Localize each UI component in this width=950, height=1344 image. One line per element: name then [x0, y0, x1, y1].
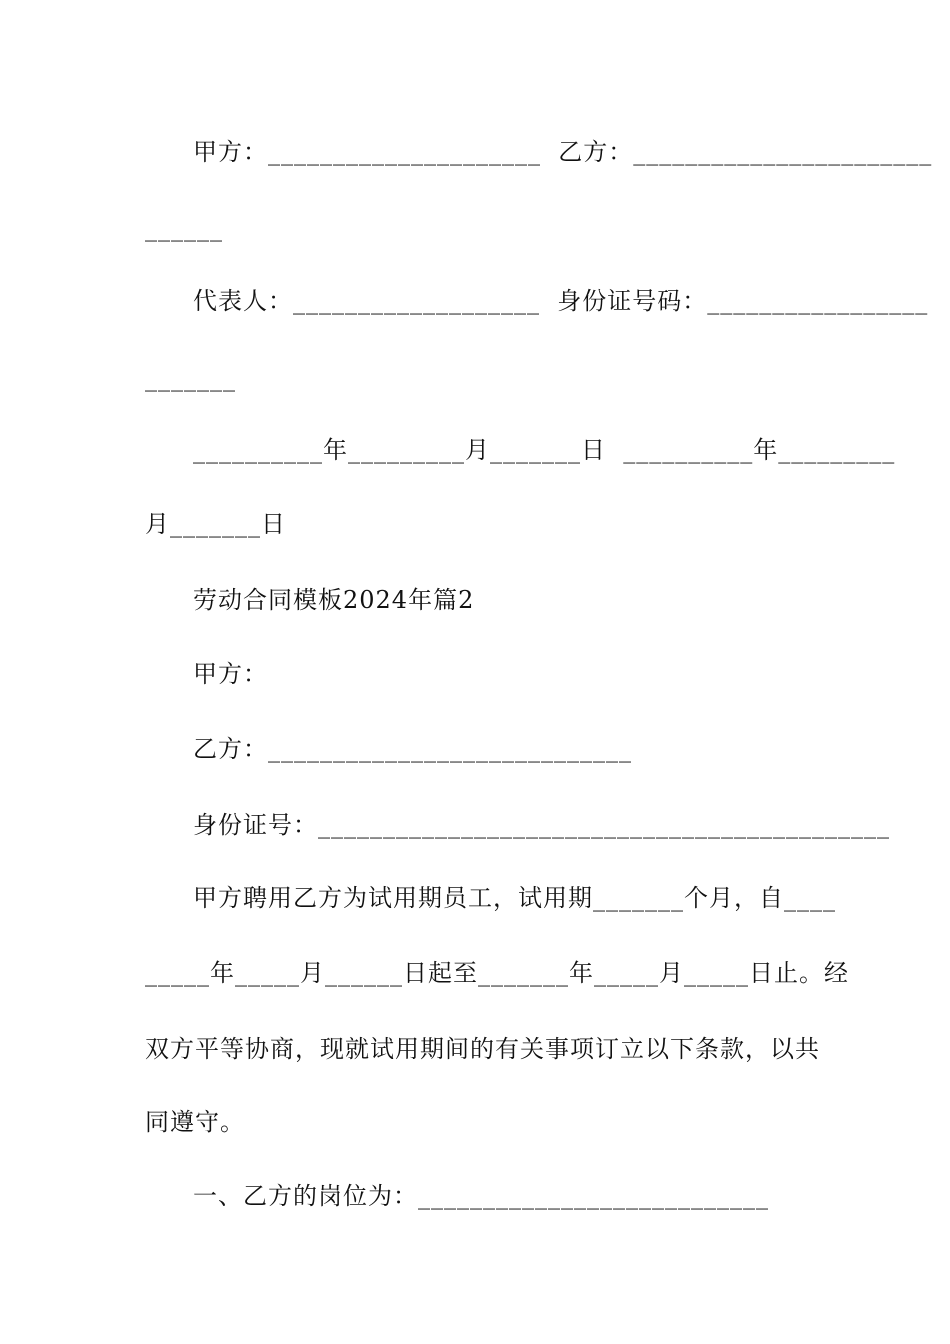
representative-id-line: 代表人：___________________ 身份证号码：_________________	[193, 287, 929, 315]
party-b-line: 乙方：____________________________	[193, 735, 632, 763]
id-number-line: 身份证号：____________________________________________	[193, 811, 890, 839]
paragraph-line-3: 双方平等协商，现就试用期间的有关事项订立以下条款，以共	[145, 1035, 820, 1063]
id-continuation-line: _______	[145, 364, 236, 392]
section-heading: 劳动合同模板2024年篇2	[193, 586, 475, 614]
date-line: __________年_________月_______日 __________年_________	[193, 436, 896, 464]
party-a-line: 甲方：	[193, 660, 268, 688]
clause-one-line: 一、乙方的岗位为：___________________________	[193, 1182, 769, 1210]
paragraph-line-2: _____年_____月______日起至_______年_____月_____日止。经	[145, 959, 849, 987]
party-a-party-b-line: 甲方：_____________________ 乙方：_______________________	[193, 138, 933, 166]
party-b-continuation-line: ______	[145, 214, 223, 242]
date-continuation-line: 月_______日	[145, 510, 286, 538]
paragraph-line-1: 甲方聘用乙方为试用期员工，试用期_______个月，自____	[193, 884, 836, 912]
paragraph-line-4: 同遵守。	[145, 1108, 245, 1136]
